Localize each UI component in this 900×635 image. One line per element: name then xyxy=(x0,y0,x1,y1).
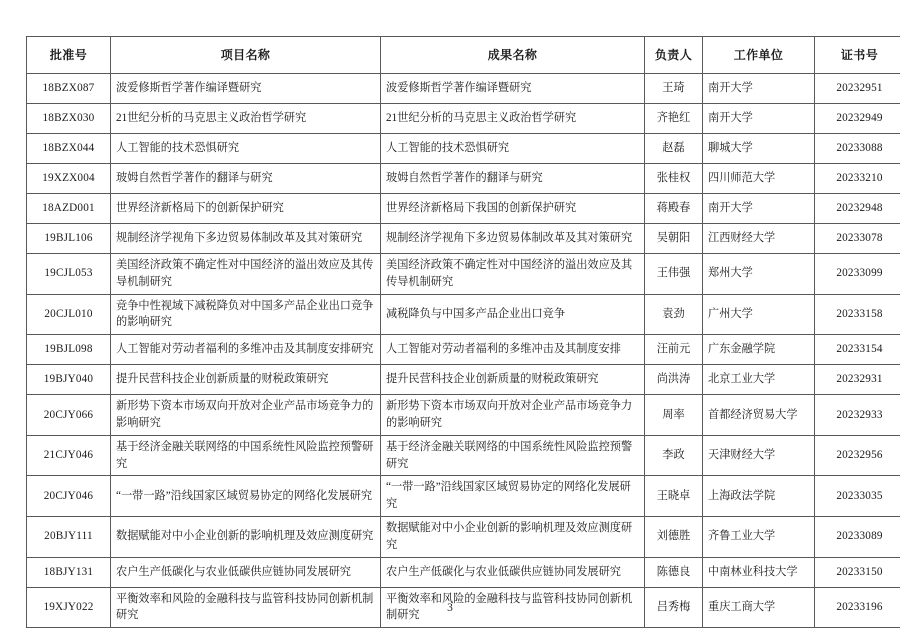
cell-approval: 19BJY040 xyxy=(27,365,111,395)
cell-org: 北京工业大学 xyxy=(703,365,815,395)
cell-cert: 20233088 xyxy=(815,134,900,164)
cell-cert: 20232931 xyxy=(815,365,900,395)
cell-result: 新形势下资本市场双向开放对企业产品市场竞争力的影响研究 xyxy=(381,395,645,436)
cell-project: 人工智能对劳动者福利的多维冲击及其制度安排研究 xyxy=(111,335,381,365)
table-row xyxy=(27,476,900,517)
cell-org: 南开大学 xyxy=(703,104,815,134)
cell-leader: 吕秀梅 xyxy=(645,587,703,628)
cell-result: 提升民营科技企业创新质量的财税政策研究 xyxy=(381,365,645,395)
cell-result: 平衡效率和风险的金融科技与监管科技协同创新机制研究 xyxy=(381,587,645,628)
cell-cert: 20233210 xyxy=(815,164,900,194)
cell-project: 世界经济新格局下的创新保护研究 xyxy=(111,194,381,224)
cell-approval: 19BJL098 xyxy=(27,335,111,365)
cell-org: 郑州大学 xyxy=(703,254,815,295)
cell-org: 首都经济贸易大学 xyxy=(703,395,815,436)
table-row xyxy=(27,254,900,295)
cell-leader: 周率 xyxy=(645,395,703,436)
cell-leader: 赵磊 xyxy=(645,134,703,164)
cell-result: 农户生产低碳化与农业低碳供应链协同发展研究 xyxy=(381,557,645,587)
cell-cert: 20232951 xyxy=(815,74,900,104)
cell-result: 人工智能对劳动者福利的多维冲击及其制度安排 xyxy=(381,335,645,365)
table-header xyxy=(27,37,900,74)
table-row xyxy=(27,134,900,164)
cell-project: 美国经济政策不确定性对中国经济的溢出效应及其传导机制研究 xyxy=(111,254,381,295)
column-header-org: 工作单位 xyxy=(703,37,815,74)
cell-result: 人工智能的技术恐惧研究 xyxy=(381,134,645,164)
table-row xyxy=(27,224,900,254)
column-header-cert: 证书号 xyxy=(815,37,900,74)
table-row xyxy=(27,104,900,134)
table-row xyxy=(27,164,900,194)
table-row xyxy=(27,557,900,587)
cell-cert: 20233099 xyxy=(815,254,900,295)
cell-result: 21世纪分析的马克思主义政治哲学研究 xyxy=(381,104,645,134)
cell-cert: 20233158 xyxy=(815,294,900,335)
cell-project: 数据赋能对中小企业创新的影响机理及效应测度研究 xyxy=(111,516,381,557)
cell-org: 南开大学 xyxy=(703,194,815,224)
cell-project: 农户生产低碳化与农业低碳供应链协同发展研究 xyxy=(111,557,381,587)
table-row xyxy=(27,335,900,365)
table-row xyxy=(27,435,900,476)
table-row xyxy=(27,365,900,395)
cell-leader: 王晓卓 xyxy=(645,476,703,517)
results-table-container xyxy=(26,36,883,628)
cell-result: 基于经济金融关联网络的中国系统性风险监控预警研究 xyxy=(381,435,645,476)
cell-cert: 20232956 xyxy=(815,435,900,476)
cell-cert: 20233196 xyxy=(815,587,900,628)
cell-approval: 19XJY022 xyxy=(27,587,111,628)
cell-approval: 19CJL053 xyxy=(27,254,111,295)
cell-cert: 20233035 xyxy=(815,476,900,517)
column-header-approval: 批准号 xyxy=(27,37,111,74)
column-header-leader: 负责人 xyxy=(645,37,703,74)
cell-result: 数据赋能对中小企业创新的影响机理及效应测度研究 xyxy=(381,516,645,557)
cell-approval: 19XZX004 xyxy=(27,164,111,194)
cell-approval: 20CJY046 xyxy=(27,476,111,517)
cell-leader: 吴朝阳 xyxy=(645,224,703,254)
cell-leader: 李政 xyxy=(645,435,703,476)
cell-cert: 20233154 xyxy=(815,335,900,365)
cell-result: 美国经济政策不确定性对中国经济的溢出效应及其传导机制研究 xyxy=(381,254,645,295)
cell-cert: 20232933 xyxy=(815,395,900,436)
cell-cert: 20233089 xyxy=(815,516,900,557)
cell-leader: 陈德良 xyxy=(645,557,703,587)
table-body xyxy=(27,74,900,628)
cell-org: 重庆工商大学 xyxy=(703,587,815,628)
cell-leader: 齐艳红 xyxy=(645,104,703,134)
cell-cert: 20233078 xyxy=(815,224,900,254)
cell-project: 玻姆自然哲学著作的翻译与研究 xyxy=(111,164,381,194)
cell-cert: 20233150 xyxy=(815,557,900,587)
cell-project: 人工智能的技术恐惧研究 xyxy=(111,134,381,164)
cell-approval: 20CJL010 xyxy=(27,294,111,335)
table-header-row xyxy=(27,37,900,74)
cell-leader: 汪前元 xyxy=(645,335,703,365)
cell-org: 江西财经大学 xyxy=(703,224,815,254)
cell-result: 世界经济新格局下我国的创新保护研究 xyxy=(381,194,645,224)
cell-result: 减税降负与中国多产品企业出口竞争 xyxy=(381,294,645,335)
table-row xyxy=(27,294,900,335)
column-header-result: 成果名称 xyxy=(381,37,645,74)
cell-result: 波爱修斯哲学著作编译暨研究 xyxy=(381,74,645,104)
cell-approval: 20BJY111 xyxy=(27,516,111,557)
cell-approval: 18BZX087 xyxy=(27,74,111,104)
table-row xyxy=(27,395,900,436)
cell-org: 南开大学 xyxy=(703,74,815,104)
results-table xyxy=(26,36,900,628)
cell-leader: 王伟强 xyxy=(645,254,703,295)
cell-org: 聊城大学 xyxy=(703,134,815,164)
table-row xyxy=(27,194,900,224)
cell-project: 规制经济学视角下多边贸易体制改革及其对策研究 xyxy=(111,224,381,254)
cell-approval: 18BZX030 xyxy=(27,104,111,134)
cell-leader: 蒋殿春 xyxy=(645,194,703,224)
page-number: 3 xyxy=(447,602,453,614)
cell-approval: 18AZD001 xyxy=(27,194,111,224)
cell-project: 提升民营科技企业创新质量的财税政策研究 xyxy=(111,365,381,395)
column-header-project: 项目名称 xyxy=(111,37,381,74)
cell-org: 上海政法学院 xyxy=(703,476,815,517)
cell-org: 中南林业科技大学 xyxy=(703,557,815,587)
cell-result: “一带一路”沿线国家区域贸易协定的网络化发展研究 xyxy=(381,476,645,517)
cell-approval: 19BJL106 xyxy=(27,224,111,254)
cell-org: 广州大学 xyxy=(703,294,815,335)
cell-result: 规制经济学视角下多边贸易体制改革及其对策研究 xyxy=(381,224,645,254)
cell-leader: 王琦 xyxy=(645,74,703,104)
cell-project: 21世纪分析的马克思主义政治哲学研究 xyxy=(111,104,381,134)
cell-org: 广东金融学院 xyxy=(703,335,815,365)
cell-cert: 20232948 xyxy=(815,194,900,224)
cell-project: 平衡效率和风险的金融科技与监管科技协同创新机制研究 xyxy=(111,587,381,628)
cell-result: 玻姆自然哲学著作的翻译与研究 xyxy=(381,164,645,194)
cell-project: 基于经济金融关联网络的中国系统性风险监控预警研究 xyxy=(111,435,381,476)
cell-org: 齐鲁工业大学 xyxy=(703,516,815,557)
cell-leader: 尚洪涛 xyxy=(645,365,703,395)
table-row xyxy=(27,74,900,104)
table-row xyxy=(27,516,900,557)
cell-cert: 20232949 xyxy=(815,104,900,134)
cell-approval: 18BJY131 xyxy=(27,557,111,587)
cell-org: 四川师范大学 xyxy=(703,164,815,194)
cell-approval: 18BZX044 xyxy=(27,134,111,164)
cell-project: 新形势下资本市场双向开放对企业产品市场竞争力的影响研究 xyxy=(111,395,381,436)
cell-project: “一带一路”沿线国家区域贸易协定的网络化发展研究 xyxy=(111,476,381,517)
cell-project: 波爱修斯哲学著作编译暨研究 xyxy=(111,74,381,104)
cell-leader: 袁劲 xyxy=(645,294,703,335)
cell-leader: 张桂权 xyxy=(645,164,703,194)
cell-org: 天津财经大学 xyxy=(703,435,815,476)
cell-leader: 刘德胜 xyxy=(645,516,703,557)
cell-approval: 21CJY046 xyxy=(27,435,111,476)
cell-project: 竞争中性视域下减税降负对中国多产品企业出口竞争的影响研究 xyxy=(111,294,381,335)
cell-approval: 20CJY066 xyxy=(27,395,111,436)
